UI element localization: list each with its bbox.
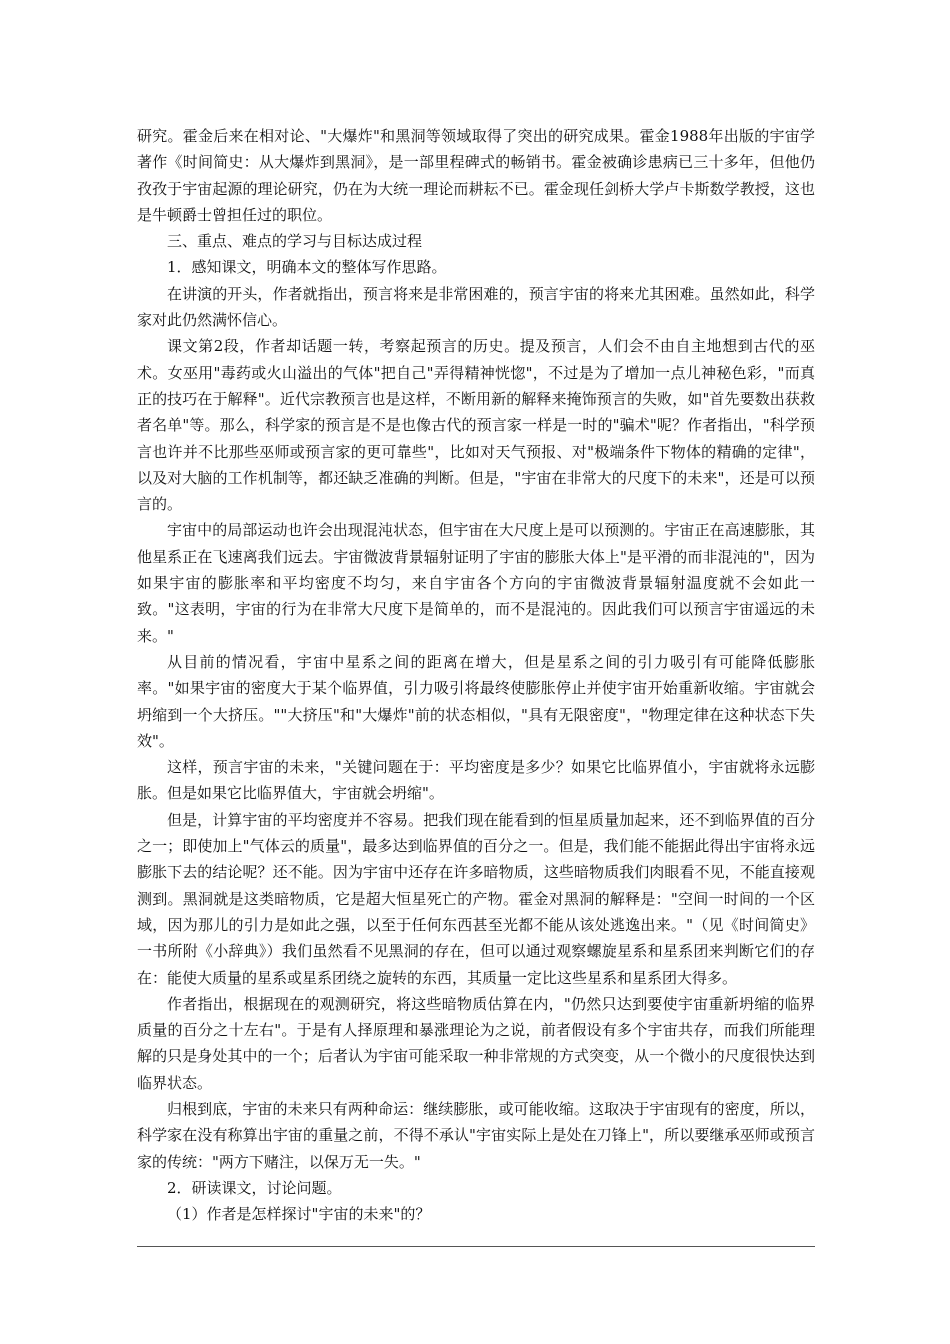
paragraph-conclusion: 归根到底，宇宙的未来只有两种命运：继续膨胀，或可能收缩。这取决于宇宙现有的密度，所以，科学家在没有称算出宇宙的重量之前，不得不承认"宇宙实际上是处在刀锋上"，所以要继承巫师或预言家的传统："两方下赌注，以保万无一失。" — [137, 1099, 815, 1171]
paragraph-density-question: 这样，预言宇宙的未来，"关键问题在于：平均密度是多少？如果它比临界值小，宇宙就将永远膨胀。但是如果它比临界值大，宇宙就会坍缩"。 — [137, 758, 815, 803]
paragraph-big-crunch: 从目前的情况看，宇宙中星系之间的距离在增大，但是星系之间的引力吸引有可能降低膨胀率。"如果宇宙的密度大于某个临界值，引力吸引将最终使膨胀停止并使宇宙开始重新收缩。宇宙就会坍缩到一个大挤压。""大挤压"和"大爆炸"前的状态相似，"具有无限密度"，"物理定律在这种状态下失效"。 — [137, 652, 815, 750]
paragraph-hawking-bio: 研究。霍金后来在相对论、"大爆炸"和黑洞等领域取得了突出的研究成果。霍金1988年出版的宇宙学著作《时间简史：从大爆炸到黑洞》，是一部里程碑式的畅销书。霍金被确诊患病已三十多年，但他仍孜孜于宇宙起源的理论研究，仍在为大统一理论而耕耘不已。霍金现任剑桥大学卢卡斯数学教授，这也是牛顿爵士曾担任过的职位。 — [137, 127, 815, 224]
step-heading-2: 2．研读课文，讨论问题。 — [167, 1178, 342, 1197]
document-body — [137, 123, 815, 1227]
paragraph-large-scale: 宇宙中的局部运动也许会出现混沌状态，但宇宙在大尺度上是可以预测的。宇宙正在高速膨胀，其他星系正在飞速离我们远去。宇宙微波背景辐射证明了宇宙的膨胀大体上"是平滑的而非混沌的"，因为如果宇宙的膨胀率和平均密度不均匀，来自宇宙各个方向的宇宙微波背景辐射温度就不会如此一致。"这表明，宇宙的行为在非常大尺度下是简单的，而不是混沌的。因此我们可以预言宇宙遥远的未来。" — [137, 521, 815, 645]
section-heading-key-points: 三、重点、难点的学习与目标达成过程 — [167, 232, 423, 251]
paragraph-opening: 在讲演的开头，作者就指出，预言将来是非常困难的，预言宇宙的将来尤其困难。虽然如此，科学家对此仍然满怀信心。 — [137, 284, 815, 330]
paragraph-dark-matter: 但是，计算宇宙的平均密度并不容易。把我们现在能看到的恒星质量加起来，还不到临界值的百分之一；即使加上"气体云的质量"，最多达到临界值的百分之一。但是，我们能不能据此得出宇宙将永远膨胀下去的结论呢？还不能。因为宇宙中还存在许多暗物质，这些暗物质我们肉眼看不见，不能直接观测到。黑洞就是这类暗物质，它是超大恒星死亡的产物。霍金对黑洞的解释是："空间一时间的一个区域，因为那儿的引力是如此之强，以至于任何东西甚至光都不能从该处逃逸出来。"（见《时间简史》一书所附《小辞典》）我们虽然看不见黑洞的存在，但可以通过观察螺旋星系和星系团来判断它们的存在：能使大质量的星系或星系团绕之旋转的东西，其质量一定比这些星系和星系团大得多。 — [137, 810, 815, 987]
paragraph-observations: 作者指出，根据现在的观测研究，将这些暗物质估算在内，"仍然只达到要使宇宙重新坍缩的临界质量的百分之十左右"。于是有人择原理和暴涨理论为之说，前者假设有多个宇宙共存，而我们所能理解的只是身处其中的一个；后者认为宇宙可能采取一种非常规的方式突变，从一个微小的尺度很快达到临界状态。 — [137, 994, 815, 1092]
step-heading-1: 1．感知课文，明确本文的整体写作思路。 — [167, 258, 447, 277]
question-1: （1）作者是怎样探讨"宇宙的未来"的？ — [167, 1205, 431, 1224]
footer-divider — [137, 1246, 815, 1247]
paragraph-prophecy-history: 课文第2段，作者却话题一转，考察起预言的历史。提及预言，人们会不由自主地想到古代的巫术。女巫用"毒药或火山溢出的气体"把自己"弄得精神恍惚"，不过是为了增加一点儿神秘色彩，"而真正的技巧在于解释"。近代宗教预言也是这样，不断用新的解释来掩饰预言的失败，如"首先要数出获救者名单"等。那么，科学家的预言是不是也像古代的预言家一样是一时的"骗术"呢？作者指出，"科学预言也许并不比那些巫师或预言家的更可靠些"，比如对天气预报、对"极端条件下物体的精确的定律"，以及对大脑的工作机制等，都还缺乏准确的判断。但是，"宇宙在非常大的尺度下的未来"，还是可以预言的。 — [137, 337, 815, 514]
